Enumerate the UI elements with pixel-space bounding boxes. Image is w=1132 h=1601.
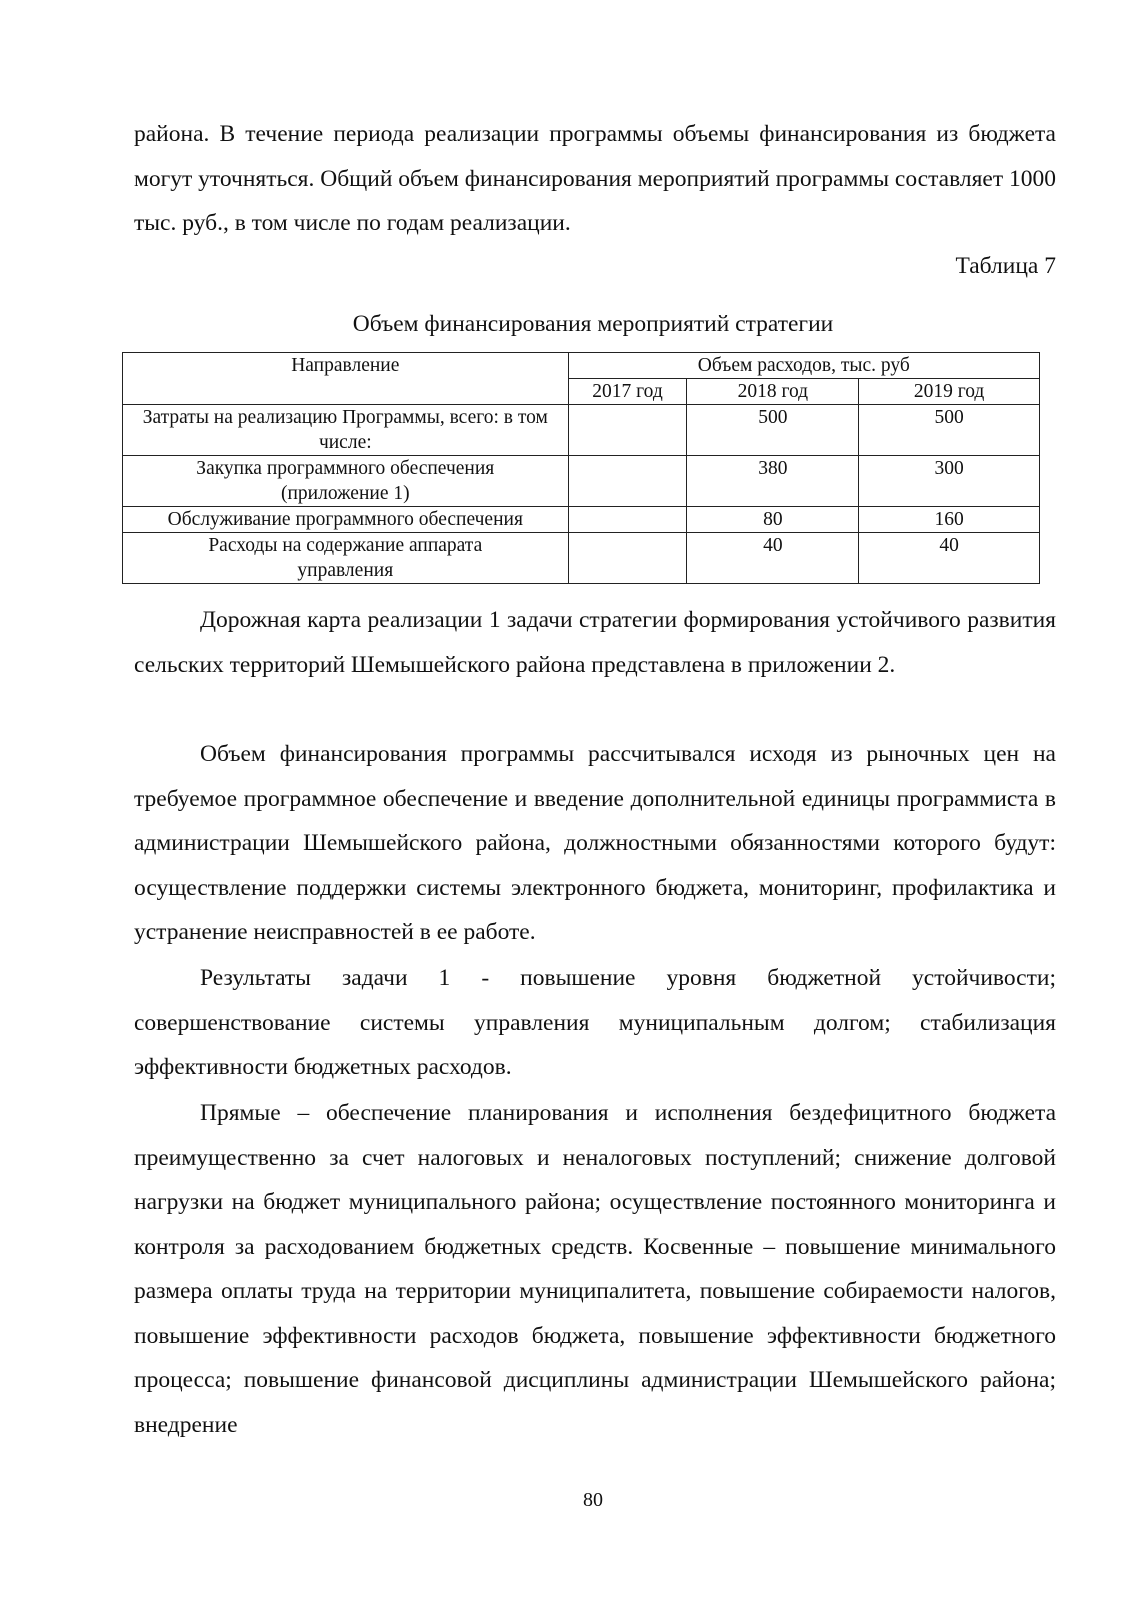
- cell-2017: [568, 507, 687, 533]
- cell-2017: [568, 533, 687, 584]
- table-row: [123, 533, 1040, 584]
- paragraph-roadmap: Дорожная карта реализации 1 задачи стратегии формирования устойчивого развития сельских территорий Шемышейского района представлена в приложении 2.: [134, 607, 1056, 678]
- cell-direction-text: Затраты на реализацию Программы, всего: в том числе:: [142, 407, 548, 453]
- header-year-2019: 2019 год: [859, 379, 1040, 405]
- page-number: 80: [583, 1489, 603, 1511]
- header-expenses: Объем расходов, тыс. руб: [568, 353, 1039, 379]
- paragraph-direct-indirect-effects: Прямые – обеспечение планирования и исполнения бездефицитного бюджета преимущественно за счет налоговых и неналоговых поступлений; снижение долговой нагрузки на бюджет муниципального района; осуществление постоянного мониторинга и контроля за расходованием бюджетных средств. Косвенные – повышение минимального размера оплаты труда на территории муниципалитета, повышение собираемости налогов, повышение эффективности расходов бюджета, повышение эффективности бюджетного процесса; повышение финансовой дисциплины администрации Шемышейского района; внедрение: [134, 1100, 1056, 1438]
- header-year-2017: 2017 год: [568, 379, 687, 405]
- cell-direction: [123, 405, 569, 456]
- table-title: Объем финансирования мероприятий стратегии: [352, 311, 834, 337]
- header-direction: Направление: [123, 353, 569, 405]
- cell-2019: 300: [859, 456, 1040, 507]
- cell-direction: Расходы на содержание аппарата управления: [123, 533, 569, 584]
- cell-2018: 380: [687, 456, 859, 507]
- table-row: [123, 456, 1040, 507]
- paragraph-task-results: Результаты задачи 1 - повышение уровня бюджетной устойчивости; совершенствование системы управления муниципальным долгом; стабилизация эффективности бюджетных расходов.: [134, 965, 1056, 1080]
- cell-direction: Обслуживание программного обеспечения: [123, 507, 569, 533]
- paragraph-financing-calculation: Объем финансирования программы рассчитывался исходя из рыночных цен на требуемое программное обеспечение и введение дополнительной единицы программиста в администрации Шемышейского района, должностными обязанностями которого будут: осуществление поддержки системы электронного бюджета, мониторинг, профилактика и устранение неисправностей в ее работе.: [134, 741, 1056, 945]
- table-header-row: [123, 353, 1040, 379]
- paragraph-financing-intro: района. В течение периода реализации программы объемы финансирования из бюджета могут уточняться. Общий объем финансирования мероприятий программы составляет 1000 тыс. руб., в том числе по годам реализации.: [134, 121, 1056, 236]
- cell-2019: 160: [859, 507, 1040, 533]
- cell-2019: 500: [859, 405, 1040, 456]
- header-year-2018: 2018 год: [687, 379, 859, 405]
- cell-2019: 40: [859, 533, 1040, 584]
- cell-2018: 80: [687, 507, 859, 533]
- table-number-label: Таблица 7: [955, 253, 1056, 279]
- table-row: [123, 507, 1040, 533]
- cell-direction: Закупка программного обеспечения (приложение 1): [123, 456, 569, 507]
- cell-2018: 500: [687, 405, 859, 456]
- cell-2018: 40: [687, 533, 859, 584]
- cell-2017: [568, 405, 687, 456]
- table-row: [123, 405, 1040, 456]
- financing-table: [122, 352, 1040, 584]
- cell-2017: [568, 456, 687, 507]
